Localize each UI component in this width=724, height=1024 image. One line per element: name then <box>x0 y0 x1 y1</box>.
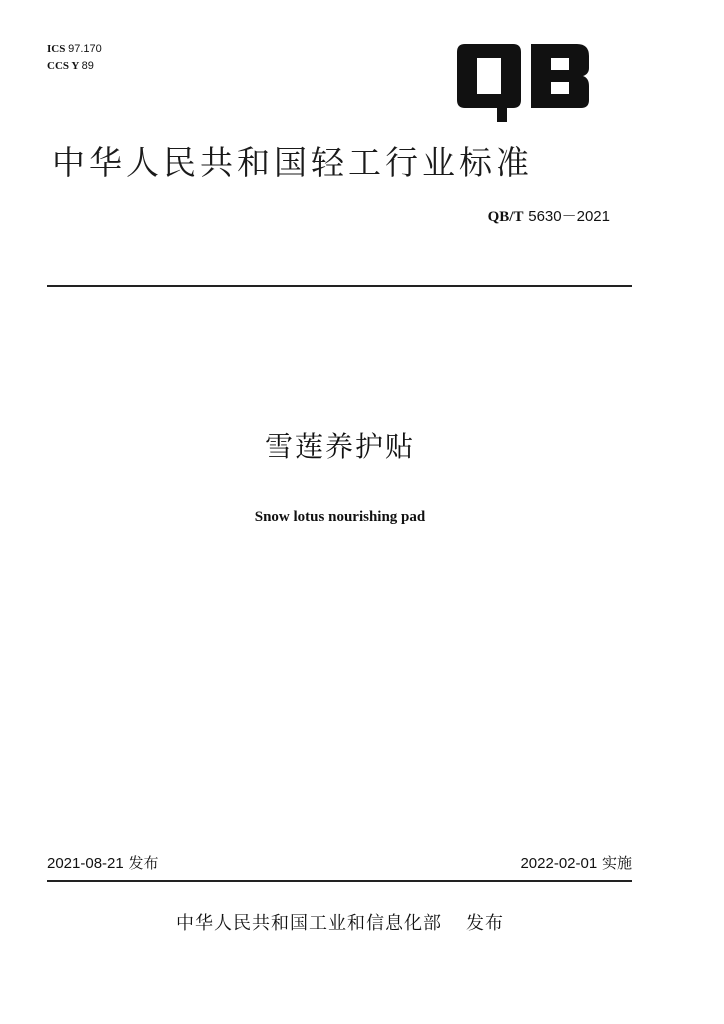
ics-value: 97.170 <box>68 43 102 55</box>
standard-number-code: 5630－2021 <box>528 208 610 225</box>
issue-date-label: 发布 <box>128 854 159 872</box>
publisher <box>0 911 680 937</box>
ccs-label: CCS Y <box>47 60 79 72</box>
document-title-chinese: 雪莲养护贴 <box>264 430 415 463</box>
ics-classification <box>47 42 102 56</box>
issue-date <box>47 853 159 874</box>
publisher-action: 发布 <box>466 913 504 934</box>
ccs-value: 89 <box>81 60 94 72</box>
ccs-classification <box>47 59 94 73</box>
document-title-english: Snow lotus nourishing pad <box>254 509 426 525</box>
implementation-date-label: 实施 <box>601 854 632 872</box>
implementation-date-value: 2022-02-01 <box>520 855 598 872</box>
implementation-date <box>520 853 632 874</box>
standard-number-prefix: QB/T <box>487 209 524 225</box>
top-divider <box>47 285 632 287</box>
standard-category-title: 中华人民共和国轻工行业标准 <box>52 143 533 182</box>
bottom-divider <box>47 880 632 882</box>
ics-label: ICS <box>47 43 66 55</box>
standard-number <box>488 206 610 227</box>
publisher-name: 中华人民共和国工业和信息化部 <box>176 913 442 934</box>
qb-logo <box>455 38 595 124</box>
issue-date-value: 2021-08-21 <box>47 855 124 872</box>
